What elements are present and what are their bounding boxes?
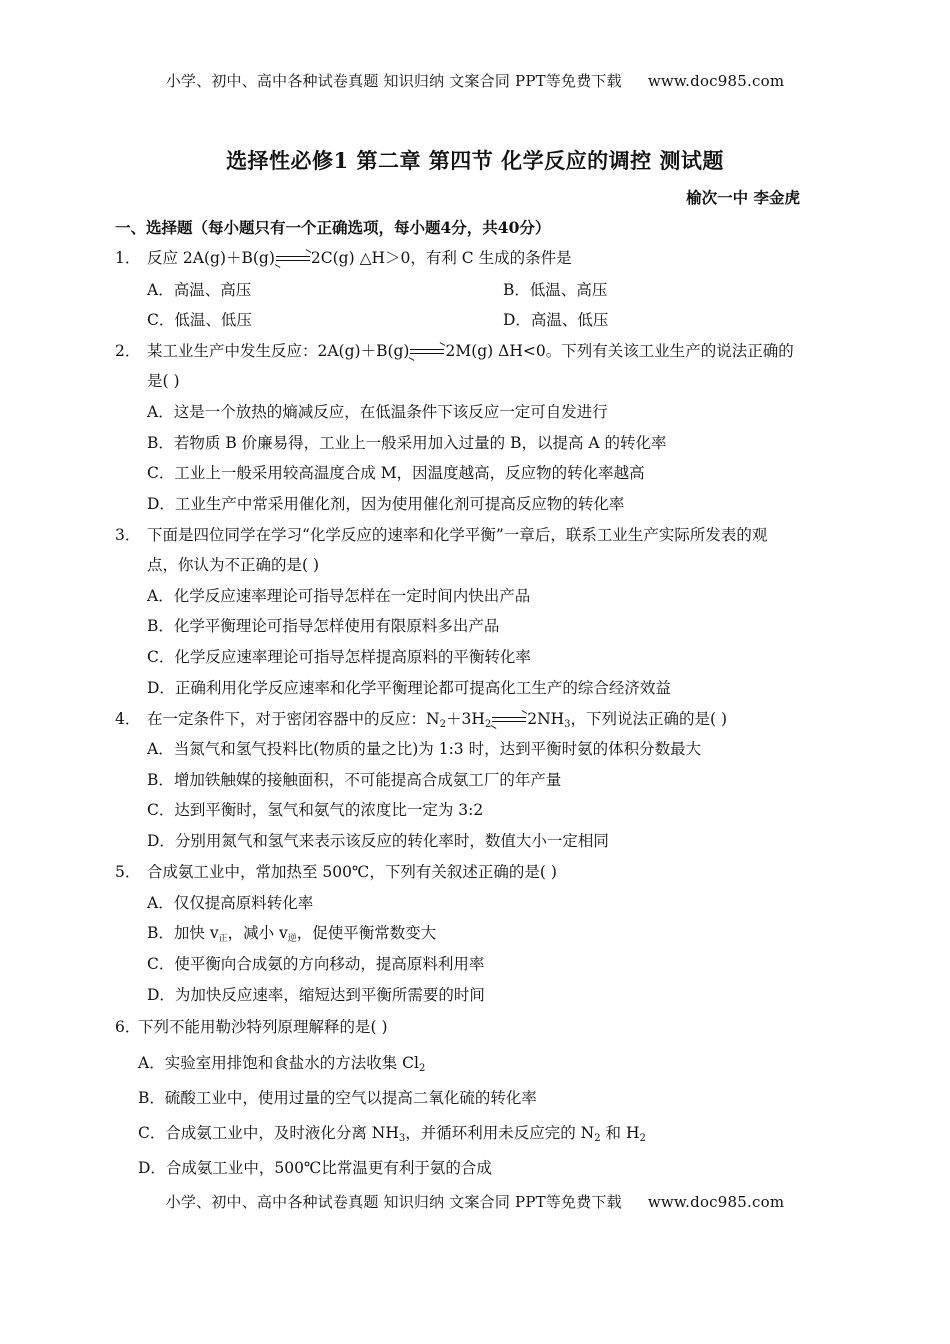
question-stem-cont: 点，你认为不正确的是( ) (147, 556, 320, 574)
question-number: 5． (115, 863, 141, 881)
option-a: A．实验室用排饱和食盐水的方法收集 $Cl_2$ (138, 1054, 426, 1074)
question-stem: 某工业生产中发生反应：2A(g)＋B(g) 2M(g) ΔH<0。下列有关该工业生产的说法正确的 (147, 342, 794, 360)
question-number: 6． (115, 1018, 141, 1036)
question-stem: 合成氨工业中，常加热至 500℃，下列有关叙述正确的是( ) (147, 863, 557, 881)
option-d: D．高温、低压 (503, 311, 609, 329)
option-a: A．当氮气和氢气投料比(物质的量之比)为 1:3 时，达到平衡时氨的体积分数最大 (147, 740, 702, 758)
question-number: 4． (115, 710, 141, 728)
footer-text: 小学、初中、高中各种试卷真题 知识归纳 文案合同 PPT等免费下载 (165, 1193, 622, 1211)
page-title: 选择性必修1 第二章 第四节 化学反应的调控 测试题 (226, 148, 724, 173)
option-c: C．使平衡向合成氨的方向移动，提高原料利用率 (147, 955, 485, 973)
option-b: B．低温、高压 (503, 281, 608, 299)
page-header (0, 70, 950, 91)
option-d: D．为加快反应速率，缩短达到平衡所需要的时间 (147, 986, 485, 1004)
option-d: D．分别用氮气和氢气来表示该反应的转化率时，数值大小一定相同 (147, 832, 609, 850)
question-number: 1． (115, 249, 141, 267)
option-b: B．加快 v正，减小 v逆，促使平衡常数变大 (147, 924, 437, 944)
option-c: C．达到平衡时，氢气和氨气的浓度比一定为 3:2 (147, 801, 484, 819)
option-a: A．化学反应速率理论可指导怎样在一定时间内快出产品 (147, 587, 531, 605)
option-c: C．化学反应速率理论可指导怎样提高原料的平衡转化率 (147, 648, 531, 666)
page-footer (0, 1191, 950, 1212)
equilibrium-arrow-icon (492, 715, 526, 725)
option-d: D．正确利用化学反应速率和化学平衡理论都可提高化工生产的综合经济效益 (147, 679, 671, 697)
question-stem-cont: 是( ) (147, 372, 180, 390)
question-number: 2． (115, 342, 141, 360)
option-a: A．这是一个放热的熵减反应，在低温条件下该反应一定可自发进行 (147, 403, 608, 421)
footer-url[interactable]: www.doc985.com (647, 1193, 785, 1211)
option-d: D．合成氨工业中，500℃比常温更有利于氨的合成 (138, 1159, 492, 1177)
option-d: D．工业生产中常采用催化剂，因为使用催化剂可提高反应物的转化率 (147, 495, 625, 513)
question-stem: 反应 2A(g)＋B(g) 2C(g) △H＞0，有利 C 生成的条件是 (147, 249, 572, 267)
option-b: B．化学平衡理论可指导怎样使用有限原料多出产品 (147, 617, 500, 635)
option-a: A．高温、高压 (147, 281, 252, 299)
option-b: B．增加铁触媒的接触面积，不可能提高合成氨工厂的年产量 (147, 771, 562, 789)
equilibrium-arrow-icon (410, 347, 444, 357)
section-heading: 一、选择题（每小题只有一个正确选项，每小题4分，共40分） (115, 218, 551, 237)
header-url[interactable]: www.doc985.com (647, 72, 785, 90)
header-text: 小学、初中、高中各种试卷真题 知识归纳 文案合同 PPT等免费下载 (165, 72, 622, 90)
question-stem: 下面是四位同学在学习“化学反应的速率和化学平衡”一章后，联系工业生产实际所发表的观 (147, 526, 768, 544)
option-b: B．若物质 B 价廉易得，工业上一般采用加入过量的 B，以提高 A 的转化率 (147, 434, 667, 452)
author: 榆次一中 李金虎 (686, 188, 800, 207)
question-stem: 在一定条件下，对于密闭容器中的反应：$N_2+3H_2$ $2NH_3$，下列说法正确的是( ) (147, 710, 728, 730)
option-c: C．低温、低压 (147, 311, 252, 329)
option-c: C．工业上一般采用较高温度合成 M，因温度越高，反应物的转化率越高 (147, 464, 645, 482)
equilibrium-arrow-icon (276, 254, 310, 264)
option-b: B．硫酸工业中，使用过量的空气以提高二氧化硫的转化率 (138, 1089, 537, 1107)
question-number: 3． (115, 526, 141, 544)
question-stem: 下列不能用勒沙特列原理解释的是( ) (138, 1018, 388, 1036)
option-a: A．仅仅提高原料转化率 (147, 894, 314, 912)
option-c: C．合成氨工业中，及时液化分离 $NH_3$，并循环利用未反应完的 $N_2$ 和 $H_2$ (138, 1124, 646, 1144)
